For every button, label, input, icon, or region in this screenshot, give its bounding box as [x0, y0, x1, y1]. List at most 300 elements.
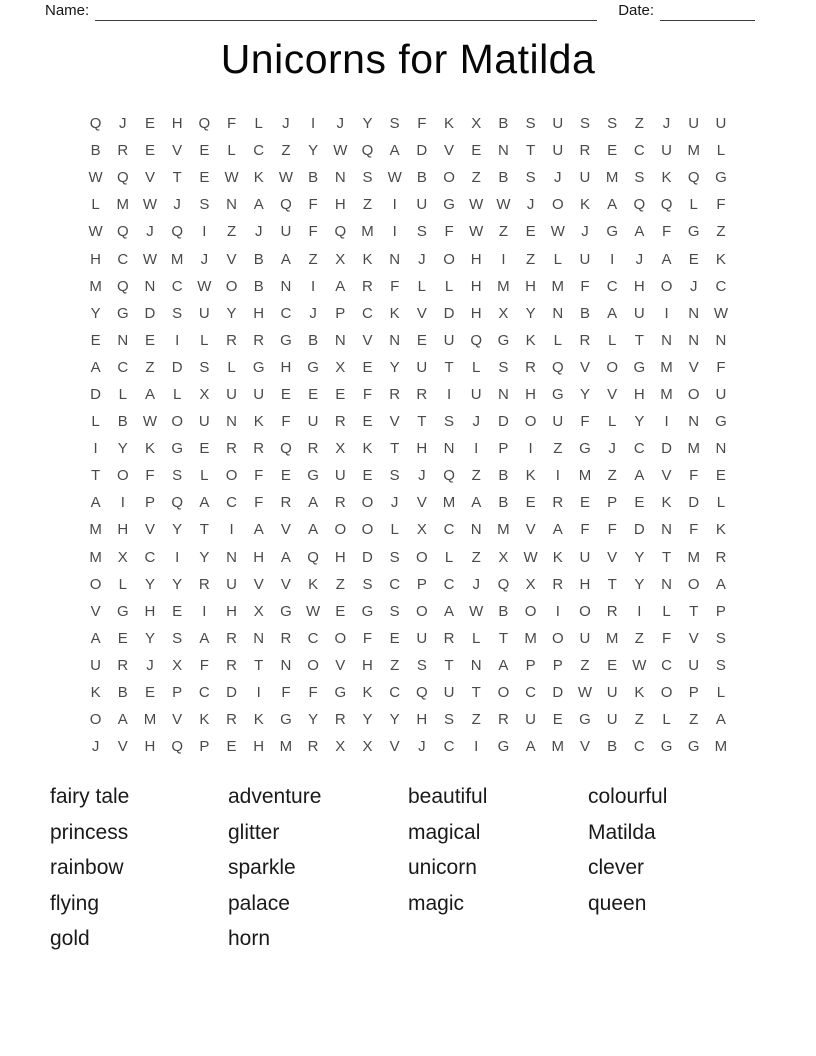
grid-letter-r23c8: G [280, 711, 292, 729]
grid-letter-r17c18: K [552, 548, 563, 566]
grid-letter-r24c21: C [633, 738, 645, 756]
grid-letter-r14c2: O [116, 467, 129, 485]
grid-letter-r24c8: M [279, 738, 293, 756]
grid-letter-r12c14: S [444, 413, 455, 431]
grid-letter-r23c14: S [444, 711, 455, 729]
grid-letter-r11c13: R [416, 385, 428, 403]
grid-letter-r23c1: O [89, 711, 102, 729]
grid-letter-r3c16: B [498, 169, 509, 187]
grid-letter-r11c2: L [118, 385, 127, 403]
grid-letter-r13c11: K [362, 440, 373, 458]
grid-letter-r19c9: W [306, 602, 321, 620]
grid-letter-r23c22: L [662, 711, 671, 729]
grid-letter-r17c16: X [498, 548, 509, 566]
grid-letter-r18c24: A [715, 575, 726, 593]
grid-letter-r2c7: C [253, 142, 265, 160]
grid-letter-r11c6: U [226, 385, 237, 403]
grid-letter-r2c6: L [227, 142, 236, 160]
grid-letter-r16c11: O [361, 521, 374, 539]
grid-letter-r24c24: M [714, 738, 728, 756]
grid-letter-r5c21: A [634, 223, 645, 241]
grid-letter-r7c23: J [689, 277, 698, 295]
grid-letter-r24c18: M [551, 738, 565, 756]
grid-letter-r12c13: T [417, 413, 427, 431]
grid-letter-r20c9: C [307, 629, 319, 647]
grid-letter-r19c4: E [172, 602, 183, 620]
grid-letter-r10c9: G [307, 358, 319, 376]
grid-letter-r7c4: C [171, 277, 183, 295]
grid-letter-r11c15: U [470, 385, 482, 403]
grid-letter-r14c7: F [254, 467, 264, 485]
grid-letter-r15c17: E [525, 494, 536, 512]
grid-letter-r11c22: M [660, 385, 673, 403]
grid-letter-r4c13: U [416, 196, 428, 214]
grid-letter-r21c16: A [498, 656, 509, 674]
grid-letter-r22c16: O [497, 684, 510, 702]
grid-letter-r10c8: H [280, 358, 292, 376]
grid-letter-r14c8: E [280, 467, 291, 485]
grid-letter-r5c11: M [361, 223, 374, 241]
grid-letter-r12c17: O [524, 413, 537, 431]
grid-letter-r1c16: B [498, 115, 509, 133]
grid-letter-r14c18: I [555, 467, 560, 485]
grid-letter-r2c13: D [416, 142, 428, 160]
grid-letter-r6c12: N [389, 250, 401, 268]
grid-letter-r13c17: I [528, 440, 533, 458]
grid-letter-r4c9: F [308, 196, 318, 214]
grid-letter-r24c17: A [525, 738, 536, 756]
grid-letter-r8c24: W [713, 304, 728, 322]
grid-letter-r20c21: Z [634, 629, 644, 647]
grid-letter-r1c21: Z [634, 115, 644, 133]
grid-letter-r9c3: E [144, 331, 155, 349]
grid-letter-r1c7: L [254, 115, 263, 133]
grid-letter-r24c9: R [307, 738, 319, 756]
grid-letter-r14c10: U [334, 467, 346, 485]
grid-letter-r20c12: E [389, 629, 400, 647]
grid-letter-r17c10: H [334, 548, 346, 566]
grid-letter-r6c15: H [470, 250, 482, 268]
word-item: horn [228, 927, 271, 951]
grid-letter-r20c6: R [226, 629, 237, 647]
grid-letter-r19c8: G [280, 602, 292, 620]
grid-letter-r5c2: Q [116, 223, 129, 241]
word-item: glitter [228, 820, 280, 844]
wordsearch-grid [82, 110, 735, 760]
grid-letter-r11c20: V [607, 385, 618, 403]
grid-letter-r12c9: U [307, 413, 319, 431]
grid-letter-r4c23: L [689, 196, 698, 214]
grid-letter-r14c9: G [307, 467, 319, 485]
grid-letter-r1c19: S [579, 115, 590, 133]
grid-letter-r9c7: R [253, 331, 265, 349]
grid-letter-r17c7: H [253, 548, 265, 566]
grid-letter-r8c12: K [389, 304, 400, 322]
grid-letter-r17c11: D [362, 548, 373, 566]
grid-letter-r2c22: U [661, 142, 672, 160]
grid-letter-r19c19: O [579, 602, 591, 620]
grid-letter-r21c22: C [661, 656, 672, 674]
grid-letter-r2c9: Y [308, 142, 319, 160]
grid-letter-r13c2: Y [117, 440, 128, 458]
grid-letter-r12c23: N [688, 413, 700, 431]
grid-letter-r23c17: U [525, 711, 537, 729]
grid-letter-r22c5: C [198, 684, 210, 702]
grid-letter-r13c6: R [226, 440, 237, 458]
word-item: flying [50, 891, 100, 915]
grid-letter-r24c13: J [418, 738, 426, 756]
grid-letter-r3c7: K [253, 169, 264, 187]
grid-letter-r3c3: V [144, 169, 155, 187]
grid-letter-r23c21: Z [634, 711, 644, 729]
grid-letter-r14c3: F [145, 467, 155, 485]
grid-letter-r1c2: J [119, 115, 127, 133]
grid-letter-r8c7: H [253, 304, 265, 322]
grid-letter-r17c15: Z [471, 548, 481, 566]
grid-letter-r9c15: Q [470, 331, 483, 349]
grid-letter-r16c22: N [661, 521, 672, 539]
grid-letter-r12c3: W [142, 413, 158, 431]
word-list-column-4 [588, 779, 766, 957]
grid-letter-r12c7: K [253, 413, 264, 431]
grid-letter-r23c15: Z [471, 711, 481, 729]
grid-letter-r15c11: O [361, 494, 374, 512]
grid-letter-r7c15: H [470, 277, 482, 295]
grid-letter-r9c12: N [389, 331, 401, 349]
grid-letter-r20c4: S [172, 629, 183, 647]
grid-letter-r14c17: K [525, 467, 536, 485]
grid-letter-r24c4: Q [171, 738, 183, 756]
grid-letter-r4c21: Q [633, 196, 646, 214]
grid-letter-r24c11: X [362, 738, 373, 756]
grid-letter-r3c6: W [224, 169, 239, 187]
grid-letter-r19c1: V [90, 602, 101, 620]
grid-letter-r3c24: G [715, 169, 727, 187]
grid-letter-r12c20: L [607, 413, 617, 431]
grid-letter-r16c9: A [308, 521, 319, 539]
grid-letter-r19c5: I [202, 602, 207, 620]
grid-letter-r23c12: Y [389, 711, 400, 729]
grid-letter-r9c11: V [362, 331, 373, 349]
word-item: sparkle [228, 856, 296, 880]
grid-letter-r15c5: A [199, 494, 210, 512]
grid-letter-r6c21: J [635, 250, 644, 268]
grid-letter-r10c1: A [90, 358, 101, 376]
grid-letter-r10c5: S [199, 358, 210, 376]
grid-letter-r1c4: H [171, 115, 183, 133]
grid-letter-r22c19: W [577, 684, 593, 702]
grid-letter-r16c12: L [390, 521, 399, 539]
grid-letter-r22c4: P [172, 684, 183, 702]
grid-letter-r20c11: F [362, 629, 373, 647]
grid-letter-r7c9: I [311, 277, 316, 295]
grid-letter-r19c11: G [361, 602, 374, 620]
grid-letter-r10c2: C [117, 358, 129, 376]
grid-letter-r1c24: U [715, 115, 727, 133]
grid-letter-r17c8: A [280, 548, 291, 566]
grid-letter-r14c6: O [225, 467, 238, 485]
grid-letter-r1c10: J [336, 115, 345, 133]
grid-letter-r5c5: I [202, 223, 207, 241]
grid-letter-r9c16: G [497, 331, 510, 349]
grid-letter-r1c12: S [389, 115, 400, 133]
grid-letter-r9c13: E [416, 331, 427, 349]
grid-letter-r7c13: L [417, 277, 427, 295]
grid-letter-r21c15: N [470, 656, 482, 674]
grid-letter-r11c4: L [172, 385, 182, 403]
grid-letter-r19c7: X [253, 602, 264, 620]
grid-letter-r17c3: C [144, 548, 156, 566]
word-item: magic [408, 891, 465, 915]
grid-letter-r1c22: J [662, 115, 671, 133]
grid-letter-r17c9: Q [307, 548, 319, 566]
grid-letter-r23c11: Y [362, 711, 373, 729]
grid-letter-r17c23: M [687, 548, 700, 566]
grid-letter-r13c22: D [661, 440, 672, 458]
grid-letter-r18c16: Q [497, 575, 510, 593]
grid-letter-r2c23: M [687, 142, 700, 160]
grid-letter-r7c17: H [525, 277, 537, 295]
date-label: Date: [618, 2, 655, 19]
grid-letter-r22c1: K [90, 684, 101, 702]
grid-letter-r18c2: L [118, 575, 127, 593]
grid-letter-r22c13: Q [416, 684, 428, 702]
grid-letter-r19c15: W [469, 602, 484, 620]
grid-letter-r1c15: X [471, 115, 482, 133]
grid-letter-r2c15: E [471, 142, 482, 160]
grid-letter-r10c18: Q [551, 358, 564, 376]
grid-letter-r6c4: M [170, 250, 184, 268]
grid-letter-r10c15: L [472, 358, 481, 376]
grid-letter-r14c15: Z [471, 467, 481, 485]
grid-letter-r11c1: D [90, 385, 102, 403]
grid-letter-r1c5: Q [198, 115, 211, 133]
grid-letter-r2c1: B [90, 142, 101, 160]
grid-letter-r6c14: O [443, 250, 455, 268]
grid-letter-r6c2: C [117, 250, 129, 268]
grid-letter-r19c18: I [555, 602, 560, 620]
grid-letter-r9c23: N [688, 331, 700, 349]
grid-letter-r10c23: V [688, 358, 699, 376]
grid-letter-r24c15: I [474, 738, 479, 756]
grid-letter-r11c19: Y [579, 385, 590, 403]
grid-letter-r11c12: R [389, 385, 401, 403]
grid-letter-r4c11: Z [362, 196, 373, 214]
grid-letter-r9c18: L [553, 331, 562, 349]
grid-letter-r4c18: O [551, 196, 564, 214]
grid-letter-r16c17: V [525, 521, 536, 539]
grid-letter-r3c22: K [661, 169, 672, 187]
grid-letter-r20c10: O [334, 629, 347, 647]
grid-letter-r3c13: B [416, 169, 427, 187]
grid-letter-r20c18: O [551, 629, 564, 647]
grid-letter-r21c13: S [416, 656, 427, 674]
grid-letter-r6c16: I [501, 250, 506, 268]
grid-letter-r11c9: E [308, 385, 319, 403]
grid-letter-r1c1: Q [89, 115, 102, 133]
grid-letter-r9c9: B [308, 331, 319, 349]
grid-letter-r16c3: V [144, 521, 155, 539]
grid-letter-r4c2: M [116, 196, 130, 214]
grid-letter-r18c5: R [198, 575, 210, 593]
grid-letter-r13c12: T [390, 440, 400, 458]
grid-letter-r15c13: V [416, 494, 427, 512]
grid-letter-r5c4: Q [171, 223, 183, 241]
grid-letter-r18c9: K [308, 575, 319, 593]
grid-letter-r2c21: C [633, 142, 645, 160]
grid-letter-r10c24: F [716, 358, 726, 376]
grid-letter-r9c20: L [607, 331, 617, 349]
grid-letter-r13c15: I [474, 440, 479, 458]
grid-letter-r19c2: G [116, 602, 129, 620]
grid-letter-r24c19: V [579, 738, 590, 756]
grid-letter-r13c14: N [443, 440, 455, 458]
grid-letter-r1c9: I [311, 115, 316, 133]
grid-letter-r19c10: E [335, 602, 346, 620]
grid-letter-r14c24: E [715, 467, 726, 485]
grid-letter-r10c17: R [525, 358, 537, 376]
grid-letter-r2c11: Q [361, 142, 374, 160]
grid-letter-r13c7: R [253, 440, 265, 458]
grid-letter-r3c15: Z [471, 169, 481, 187]
grid-letter-r14c5: L [200, 467, 209, 485]
grid-letter-r16c2: H [117, 521, 129, 539]
grid-letter-r8c4: S [172, 304, 183, 322]
grid-letter-r22c6: D [226, 684, 237, 702]
grid-letter-r21c7: T [254, 656, 264, 674]
grid-letter-r13c23: M [687, 440, 700, 458]
grid-letter-r11c10: E [335, 385, 346, 403]
grid-letter-r10c11: E [362, 358, 373, 376]
grid-letter-r15c24: L [716, 494, 726, 512]
grid-letter-r7c2: Q [116, 277, 129, 295]
grid-letter-r20c23: V [688, 629, 699, 647]
grid-letter-r22c11: K [362, 684, 373, 702]
grid-letter-r24c16: G [497, 738, 510, 756]
grid-letter-r24c3: H [144, 738, 156, 756]
grid-letter-r20c19: U [579, 629, 591, 647]
grid-letter-r13c20: J [608, 440, 616, 458]
grid-letter-r10c3: Z [145, 358, 155, 376]
grid-letter-r9c6: R [226, 331, 237, 349]
grid-letter-r18c4: Y [172, 575, 183, 593]
grid-letter-r16c16: M [497, 521, 510, 539]
grid-letter-r10c10: X [335, 358, 346, 376]
grid-letter-r16c24: K [715, 521, 726, 539]
grid-letter-r20c14: R [443, 629, 455, 647]
grid-letter-r19c22: L [662, 602, 671, 620]
grid-letter-r2c24: L [716, 142, 726, 160]
grid-letter-r13c3: K [144, 440, 155, 458]
grid-letter-r20c3: Y [144, 629, 155, 647]
grid-letter-r8c20: A [607, 304, 618, 322]
grid-letter-r23c24: A [715, 711, 726, 729]
grid-letter-r12c2: B [117, 413, 128, 431]
grid-letter-r21c1: U [90, 656, 102, 674]
grid-letter-r19c20: R [606, 602, 618, 620]
grid-letter-r9c19: R [579, 331, 591, 349]
grid-letter-r1c6: F [226, 115, 237, 133]
word-item: magical [408, 820, 481, 844]
grid-letter-r19c14: A [444, 602, 455, 620]
grid-letter-r3c5: E [199, 169, 210, 187]
grid-letter-r18c1: O [89, 575, 102, 593]
grid-letter-r11c24: U [715, 385, 727, 403]
name-label: Name: [45, 2, 90, 19]
grid-letter-r5c15: W [469, 223, 484, 241]
grid-letter-r13c8: Q [280, 440, 292, 458]
grid-letter-r23c7: K [253, 711, 264, 729]
grid-letter-r17c6: N [226, 548, 237, 566]
grid-letter-r11c5: X [199, 385, 210, 403]
grid-letter-r14c19: M [578, 467, 592, 485]
grid-letter-r2c5: E [199, 142, 210, 160]
word-item: palace [228, 891, 290, 915]
grid-letter-r2c16: N [497, 142, 509, 160]
grid-letter-r16c13: X [416, 521, 427, 539]
grid-letter-r21c9: O [307, 656, 319, 674]
grid-letter-r12c21: Y [634, 413, 645, 431]
grid-letter-r9c1: E [90, 331, 101, 349]
grid-letter-r18c22: N [661, 575, 672, 593]
grid-letter-r19c17: O [524, 602, 537, 620]
grid-letter-r13c9: R [307, 440, 319, 458]
grid-letter-r13c18: Z [553, 440, 563, 458]
grid-letter-r13c10: X [335, 440, 346, 458]
word-item: princess [50, 820, 129, 844]
grid-letter-r20c24: S [715, 629, 726, 647]
grid-letter-r22c10: G [334, 684, 347, 702]
grid-letter-r22c12: C [389, 684, 401, 702]
grid-letter-r13c13: H [416, 440, 428, 458]
grid-letter-r7c1: M [89, 277, 102, 295]
grid-letter-r9c8: G [280, 331, 292, 349]
grid-letter-r1c14: K [444, 115, 455, 133]
grid-letter-r21c5: F [199, 656, 209, 674]
grid-letter-r8c15: H [470, 304, 482, 322]
grid-letter-r15c10: R [334, 494, 346, 512]
grid-letter-r2c12: A [389, 142, 400, 160]
grid-letter-r6c23: E [688, 250, 699, 268]
grid-letter-r8c14: D [443, 304, 455, 322]
grid-letter-r12c12: V [389, 413, 400, 431]
grid-letter-r20c20: M [605, 629, 619, 647]
grid-letter-r4c1: L [91, 196, 100, 214]
grid-letter-r5c9: F [308, 223, 318, 241]
grid-letter-r4c22: Q [660, 196, 673, 214]
grid-letter-r7c21: H [633, 277, 645, 295]
grid-letter-r24c5: P [199, 738, 210, 756]
grid-letter-r16c15: N [470, 521, 482, 539]
word-item: unicorn [408, 856, 477, 880]
grid-letter-r23c5: K [199, 711, 210, 729]
grid-letter-r19c24: P [715, 602, 726, 620]
grid-letter-r5c6: Z [226, 223, 237, 241]
grid-letter-r15c14: M [442, 494, 456, 512]
grid-letter-r15c20: P [607, 494, 618, 512]
grid-letter-r11c16: N [497, 385, 509, 403]
grid-letter-r3c21: S [634, 169, 645, 187]
word-item: colourful [588, 785, 668, 808]
grid-letter-r23c18: E [552, 711, 563, 729]
grid-letter-r5c17: E [525, 223, 536, 241]
grid-letter-r14c21: A [634, 467, 645, 485]
grid-letter-r3c9: B [308, 169, 319, 187]
grid-letter-r6c18: L [553, 250, 562, 268]
grid-letter-r22c15: T [471, 684, 481, 702]
grid-letter-r18c3: Y [144, 575, 155, 593]
grid-letter-r8c18: N [552, 304, 564, 322]
